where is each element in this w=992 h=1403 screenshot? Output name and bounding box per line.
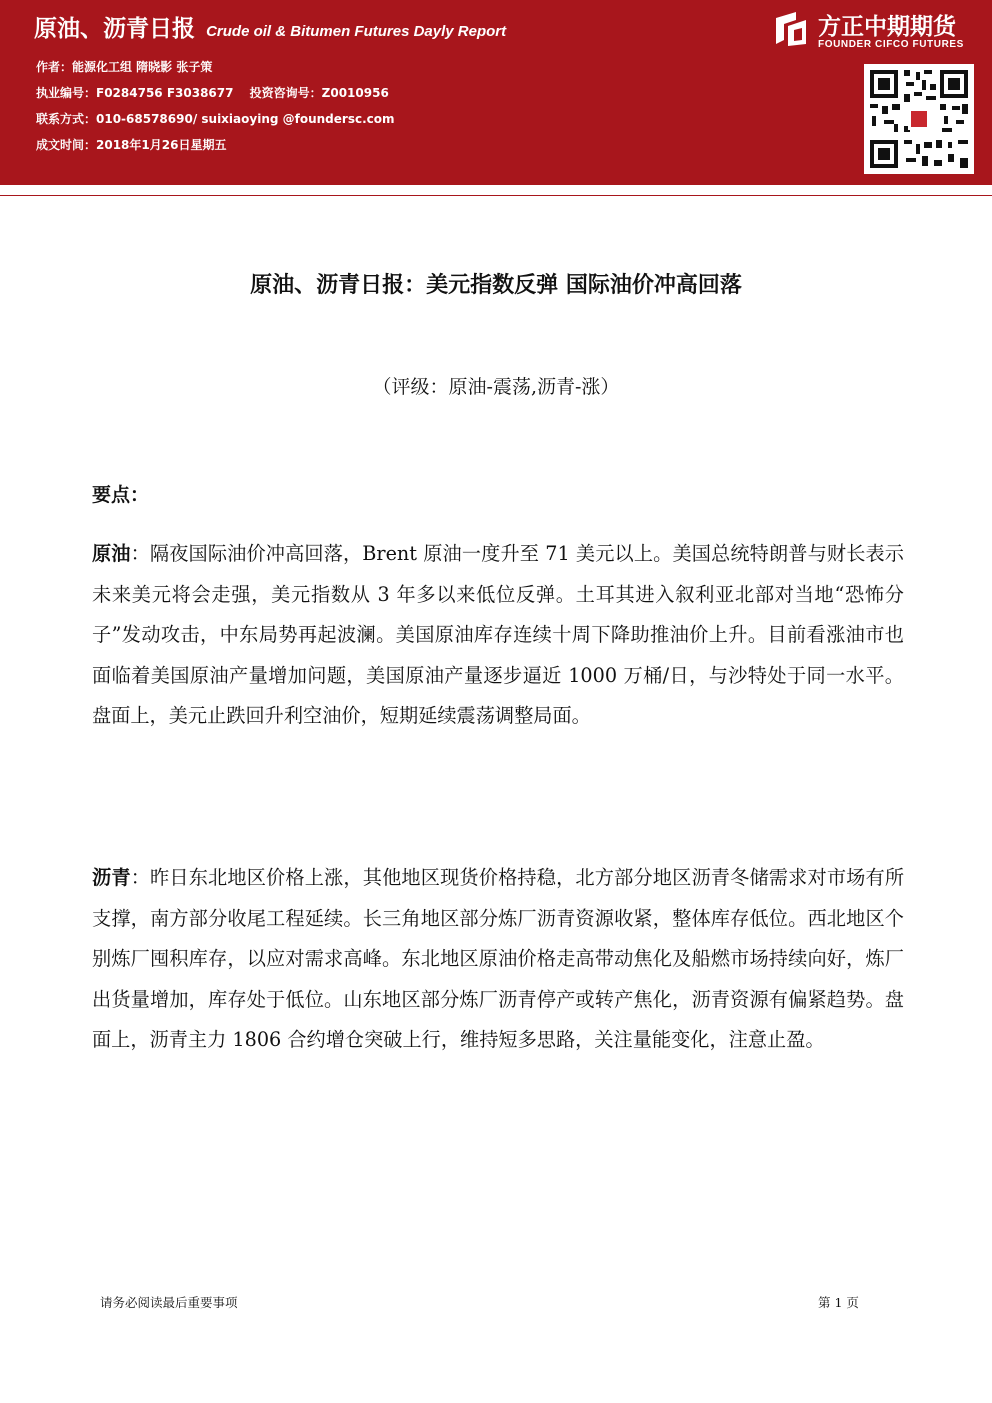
crude-oil-text: ：隔夜国际油价冲高回落，Brent 原油一度升至 71 美元以上。美国总统特朗普与财长表示未来美元将会走强，美元指数从 3 年多以来低位反弹。土耳其进入叙利亚北部对当地“恐怖分子”发动攻击，中东局势再起波澜。美国原油库存连续十周下降助推油价上升。目前看涨油市也面临着美国原油产量增加问题，美国原油产量逐步逼近 1000 万桶/日，与沙特处于同一水平。盘面上，美元止跌回升利空油价，短期延续震荡调整局面。 bbox=[92, 542, 904, 727]
license-row bbox=[36, 84, 401, 101]
qr-code bbox=[864, 64, 974, 174]
crude-oil-label: 原油 bbox=[92, 542, 131, 565]
bitumen-label: 沥青 bbox=[92, 866, 131, 889]
author-line: 作者：能源化工组 隋晓影 张子策 bbox=[36, 60, 213, 74]
bitumen-paragraph bbox=[92, 858, 904, 1061]
report-title-en: Crude oil & Bitumen Futures Dayly Report bbox=[206, 23, 507, 40]
report-title-cn: 原油、沥青日报 bbox=[34, 16, 195, 42]
logo-mark-icon bbox=[772, 10, 810, 48]
date-line: 成文时间：2018年1月26日星期五 bbox=[36, 138, 227, 152]
company-logo bbox=[772, 8, 982, 56]
bitumen-text: ：昨日东北地区价格上涨，其他地区现货价格持稳，北方部分地区沥青冬储需求对市场有所支撑，南方部分收尾工程延续。长三角地区部分炼厂沥青资源收紧，整体库存低位。西北地区个别炼厂囤积库存，以应对需求高峰。东北地区原油价格走高带动焦化及船燃市场持续向好，炼厂出货量增加，库存处于低位。山东地区部分炼厂沥青停产或转产焦化，沥青资源有偏紧趋势。盘面上，沥青主力 1806 合约增仓突破上行，维持短多思路，关注量能变化，注意止盈。 bbox=[92, 866, 905, 1051]
license-line: 执业编号：F0284756 F3038677 bbox=[36, 86, 234, 100]
keypoints-heading: 要点： bbox=[92, 484, 150, 506]
logo-text-en: FOUNDER CIFCO FUTURES bbox=[818, 39, 964, 50]
header-divider-thin bbox=[0, 195, 992, 196]
page-title: 原油、沥青日报：美元指数反弹 国际油价冲高回落 bbox=[250, 273, 742, 298]
qr-code-icon bbox=[864, 64, 974, 174]
footer-notice: 请务必阅读最后重要事项 bbox=[100, 1295, 238, 1310]
logo-text-cn: 方正中期期货 bbox=[818, 14, 956, 40]
rating-line: （评级：原油-震荡,沥青-涨） bbox=[372, 376, 620, 398]
contact-line: 联系方式：010-68578690/ suixiaoying @foundersc.com bbox=[36, 112, 395, 126]
header-divider bbox=[0, 182, 992, 185]
consult-line: 投资咨询号：Z0010956 bbox=[249, 86, 389, 100]
crude-oil-paragraph bbox=[92, 534, 904, 737]
page-number: 第 1 页 bbox=[818, 1295, 859, 1310]
report-title-bar bbox=[34, 10, 506, 43]
